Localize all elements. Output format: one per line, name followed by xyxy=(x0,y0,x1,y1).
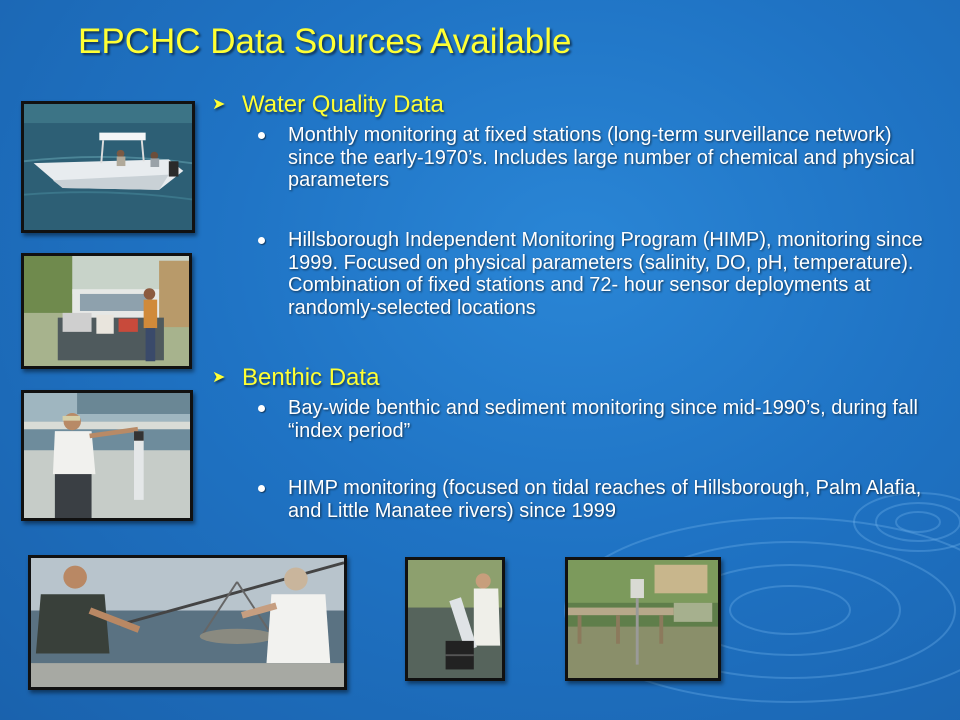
bullet-text: Hillsborough Independent Monitoring Program (HIMP), monitoring since 1999. Focused on physical parameters (salinity, DO, pH, temperature). Combination of fixed stations and 72- hour sensor deployments at randomly-selected locations xyxy=(288,229,923,319)
bullet-item xyxy=(258,397,938,442)
photo-man-with-sampler xyxy=(21,390,193,521)
round-bullet-icon xyxy=(258,132,265,139)
section-heading-water-quality xyxy=(212,91,444,119)
photo-benthic-grab-sampling xyxy=(28,555,347,690)
photo-truck-equipment xyxy=(21,253,192,369)
round-bullet-icon xyxy=(258,237,265,244)
photo-boat-on-water xyxy=(21,101,195,233)
photo-sensor-deployment xyxy=(405,557,505,681)
bullet-item xyxy=(258,124,938,192)
arrowhead-bullet-icon: ➤ xyxy=(212,96,226,113)
arrowhead-bullet-icon: ➤ xyxy=(212,369,226,386)
section-heading-label: Water Quality Data xyxy=(242,91,444,118)
photo-fixed-station xyxy=(565,557,721,681)
bullet-item xyxy=(258,229,938,319)
bullet-text: Bay-wide benthic and sediment monitoring since mid-1990’s, during fall “index period” xyxy=(288,397,918,442)
bullet-item xyxy=(258,477,938,522)
section-heading-benthic xyxy=(212,364,379,392)
section-heading-label: Benthic Data xyxy=(242,364,380,391)
round-bullet-icon xyxy=(258,485,265,492)
slide-title: EPCHC Data Sources Available xyxy=(78,22,572,61)
bullet-text: HIMP monitoring (focused on tidal reaches of Hillsborough, Palm Alafia, and Little Manatee rivers) since 1999 xyxy=(288,477,922,522)
bullet-text: Monthly monitoring at fixed stations (long-term surveillance network) since the early-1970’s. Includes large number of chemical and physical parameters xyxy=(288,124,915,191)
round-bullet-icon xyxy=(258,405,265,412)
